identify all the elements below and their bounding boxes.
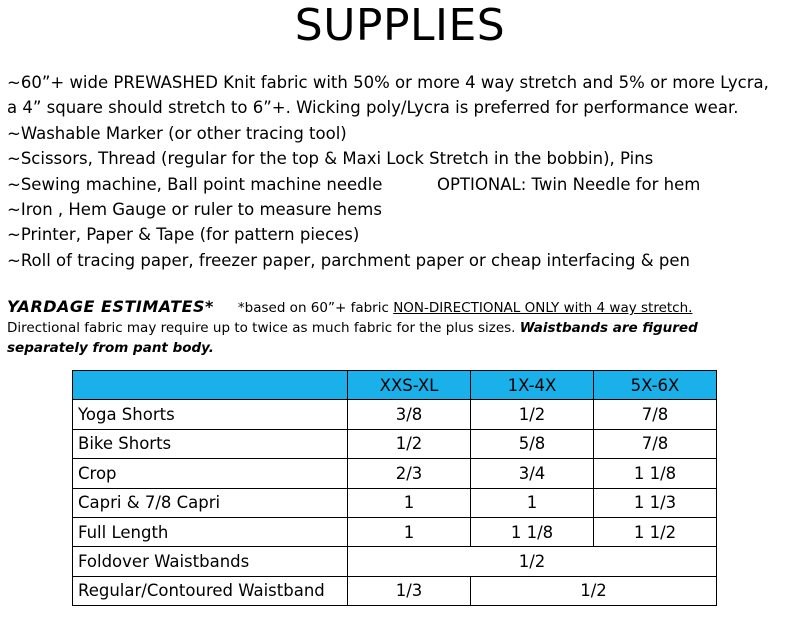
row-label: Yoga Shorts <box>73 400 348 429</box>
table-cell: 1 <box>471 488 594 517</box>
table-header-blank <box>73 371 348 400</box>
table-cell: 1/3 <box>348 576 471 605</box>
table-cell: 1 <box>348 517 471 546</box>
row-label: Crop <box>73 459 348 488</box>
supplies-list <box>7 70 769 273</box>
yardage-heading: YARDAGE ESTIMATES* <box>7 297 214 316</box>
supply-item-printer: ~Printer, Paper & Tape (for pattern pieces) <box>7 225 360 245</box>
directional-note: Directional fabric may require up to twice as much fabric for the plus sizes. <box>7 320 516 336</box>
waistband-note-part2: separately from pant body. <box>7 340 214 356</box>
table-header-row <box>73 371 717 400</box>
supply-item-scissors: ~Scissors, Thread (regular for the top & Maxi Lock Stretch in the bobbin), Pins <box>7 149 654 169</box>
yardage-note-underlined: NON-DIRECTIONAL ONLY with 4 way stretch. <box>393 300 693 316</box>
row-label: Bike Shorts <box>73 429 348 458</box>
table-cell-merged: 1/2 <box>348 547 717 576</box>
yardage-line-2 <box>7 318 797 338</box>
table-cell: 7/8 <box>594 429 717 458</box>
row-label: Foldover Waistbands <box>73 547 348 576</box>
table-cell: 3/4 <box>471 459 594 488</box>
table-row <box>73 517 717 546</box>
row-label: Regular/Contoured Waistband <box>73 576 348 605</box>
table-row-foldover <box>73 547 717 576</box>
yardage-line-3 <box>7 338 797 358</box>
table-cell: 2/3 <box>348 459 471 488</box>
table-row <box>73 488 717 517</box>
table-cell: 1 1/8 <box>471 517 594 546</box>
table-header-xxs-xl: XXS-XL <box>348 371 471 400</box>
table-cell: 1/2 <box>471 400 594 429</box>
optional-note: OPTIONAL: Twin Needle for hem <box>437 174 701 194</box>
table-cell: 1 1/3 <box>594 488 717 517</box>
yardage-section <box>7 296 797 358</box>
supply-item-sewing-machine <box>7 172 769 197</box>
table-header-5x-6x: 5X-6X <box>594 371 717 400</box>
yardage-heading-line <box>7 296 797 318</box>
table-cell: 1 1/2 <box>594 517 717 546</box>
yardage-note-prefix: *based on 60”+ fabric <box>237 300 394 316</box>
supply-item-fabric: ~60”+ wide PREWASHED Knit fabric with 50% or more 4 way stretch and 5% or more Lycra, <box>7 73 769 92</box>
row-label: Full Length <box>73 517 348 546</box>
table-cell: 1 <box>348 488 471 517</box>
table-cell: 1 1/8 <box>594 459 717 488</box>
waistband-note-part1: Waistbands are figured <box>519 320 698 336</box>
supply-item-marker: ~Washable Marker (or other tracing tool) <box>7 123 347 143</box>
table-cell-merged: 1/2 <box>471 576 717 605</box>
supply-item-fabric-stretch: a 4” square should stretch to 6”+. Wicking poly/Lycra is preferred for performance wear. <box>7 98 739 118</box>
supply-item-sewing-machine-text: ~Sewing machine, Ball point machine needle <box>7 174 383 194</box>
table-row <box>73 459 717 488</box>
table-cell: 5/8 <box>471 429 594 458</box>
table-cell: 7/8 <box>594 400 717 429</box>
table-header-1x-4x: 1X-4X <box>471 371 594 400</box>
page-title: SUPPLIES <box>294 0 506 51</box>
table-cell: 1/2 <box>348 429 471 458</box>
table-cell: 3/8 <box>348 400 471 429</box>
supply-item-iron: ~Iron , Hem Gauge or ruler to measure hems <box>7 199 382 219</box>
supply-item-tracing-paper: ~Roll of tracing paper, freezer paper, parchment paper or cheap interfacing & pen <box>7 250 690 270</box>
row-label: Capri & 7/8 Capri <box>73 488 348 517</box>
table-row <box>73 429 717 458</box>
table-row-regular <box>73 576 717 605</box>
yardage-table <box>72 370 717 606</box>
table-row <box>73 400 717 429</box>
